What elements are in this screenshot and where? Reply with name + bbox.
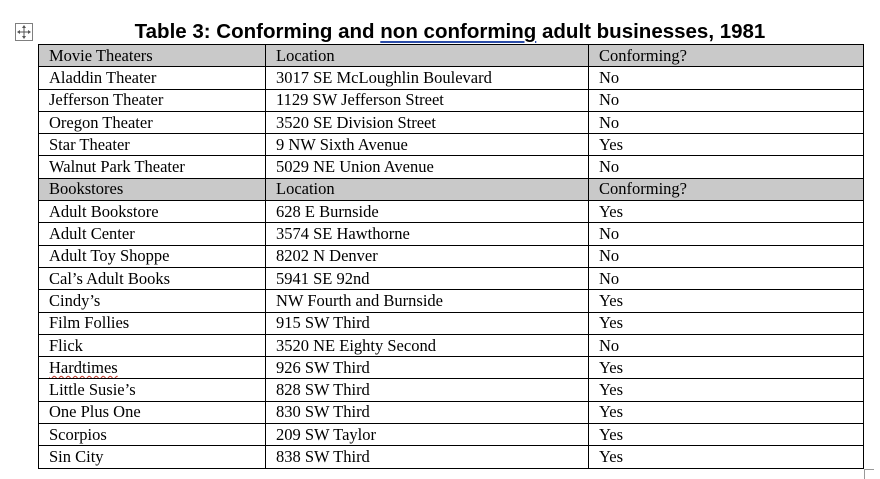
- table-row: [39, 267, 864, 289]
- business-name-cell[interactable]: Adult Toy Shoppe: [39, 245, 266, 267]
- location-cell[interactable]: 3520 NE Eighty Second: [266, 334, 589, 356]
- business-name-cell[interactable]: Adult Center: [39, 223, 266, 245]
- conforming-cell[interactable]: No: [589, 267, 864, 289]
- business-name-cell[interactable]: Star Theater: [39, 134, 266, 156]
- table-row: [39, 156, 864, 178]
- conforming-cell[interactable]: Yes: [589, 201, 864, 223]
- table-body: [39, 45, 864, 469]
- table-row: [39, 245, 864, 267]
- table-row: [39, 290, 864, 312]
- location-cell[interactable]: 5941 SE 92nd: [266, 267, 589, 289]
- section-header-name[interactable]: Movie Theaters: [39, 45, 266, 67]
- table-row: [39, 357, 864, 379]
- businesses-table: [38, 44, 864, 469]
- conforming-cell[interactable]: No: [589, 156, 864, 178]
- conforming-cell[interactable]: Yes: [589, 312, 864, 334]
- location-cell[interactable]: 628 E Burnside: [266, 201, 589, 223]
- location-cell[interactable]: 9 NW Sixth Avenue: [266, 134, 589, 156]
- conforming-cell[interactable]: Yes: [589, 290, 864, 312]
- location-cell[interactable]: 828 SW Third: [266, 379, 589, 401]
- table-row: [39, 424, 864, 446]
- table-row: [39, 379, 864, 401]
- table-row: [39, 89, 864, 111]
- location-cell[interactable]: 1129 SW Jefferson Street: [266, 89, 589, 111]
- section-header-row: [39, 45, 864, 67]
- title-prefix: Table 3: Conforming and: [134, 20, 381, 43]
- business-name-cell[interactable]: Aladdin Theater: [39, 67, 266, 89]
- table-row: [39, 446, 864, 468]
- conforming-cell[interactable]: Yes: [589, 379, 864, 401]
- section-header-location[interactable]: Location: [266, 178, 589, 200]
- business-name-cell[interactable]: Film Follies: [39, 312, 266, 334]
- spellcheck-flagged-text: Hardtimes: [49, 357, 118, 377]
- location-cell[interactable]: 5029 NE Union Avenue: [266, 156, 589, 178]
- business-name-cell[interactable]: Sin City: [39, 446, 266, 468]
- conforming-cell[interactable]: No: [589, 67, 864, 89]
- table-row: [39, 134, 864, 156]
- business-name-cell[interactable]: Little Susie’s: [39, 379, 266, 401]
- business-name-cell[interactable]: [39, 357, 266, 379]
- location-cell[interactable]: 209 SW Taylor: [266, 424, 589, 446]
- location-cell[interactable]: 838 SW Third: [266, 446, 589, 468]
- location-cell[interactable]: NW Fourth and Burnside: [266, 290, 589, 312]
- conforming-cell[interactable]: No: [589, 334, 864, 356]
- business-name-cell[interactable]: Cindy’s: [39, 290, 266, 312]
- table-row: [39, 67, 864, 89]
- conforming-cell[interactable]: Yes: [589, 134, 864, 156]
- location-cell[interactable]: 830 SW Third: [266, 401, 589, 423]
- conforming-cell[interactable]: No: [589, 89, 864, 111]
- conforming-cell[interactable]: Yes: [589, 424, 864, 446]
- business-name-cell[interactable]: One Plus One: [39, 401, 266, 423]
- business-name-cell[interactable]: Scorpios: [39, 424, 266, 446]
- title-underlined: non conforming: [380, 20, 537, 43]
- location-cell[interactable]: 8202 N Denver: [266, 245, 589, 267]
- section-header-location[interactable]: Location: [266, 45, 589, 67]
- location-cell[interactable]: 3520 SE Division Street: [266, 111, 589, 133]
- business-name-cell[interactable]: Walnut Park Theater: [39, 156, 266, 178]
- section-header-conforming[interactable]: Conforming?: [589, 45, 864, 67]
- table-row: [39, 334, 864, 356]
- section-header-name[interactable]: Bookstores: [39, 178, 266, 200]
- business-name-cell[interactable]: Jefferson Theater: [39, 89, 266, 111]
- conforming-cell[interactable]: Yes: [589, 357, 864, 379]
- location-cell[interactable]: 926 SW Third: [266, 357, 589, 379]
- conforming-cell[interactable]: Yes: [589, 446, 864, 468]
- move-arrows-icon: [17, 25, 31, 39]
- table-row: [39, 111, 864, 133]
- business-name-cell[interactable]: Cal’s Adult Books: [39, 267, 266, 289]
- conforming-cell[interactable]: No: [589, 245, 864, 267]
- table-row: [39, 401, 864, 423]
- conforming-cell[interactable]: No: [589, 223, 864, 245]
- table-row: [39, 223, 864, 245]
- table-resize-corner[interactable]: [864, 469, 874, 479]
- conforming-cell[interactable]: Yes: [589, 401, 864, 423]
- table-row: [39, 312, 864, 334]
- business-name-cell[interactable]: Flick: [39, 334, 266, 356]
- location-cell[interactable]: 915 SW Third: [266, 312, 589, 334]
- title-suffix: adult businesses, 1981: [536, 20, 766, 43]
- section-header-row: [39, 178, 864, 200]
- business-name-cell[interactable]: Oregon Theater: [39, 111, 266, 133]
- location-cell[interactable]: 3017 SE McLoughlin Boulevard: [266, 67, 589, 89]
- location-cell[interactable]: 3574 SE Hawthorne: [266, 223, 589, 245]
- table-row: [39, 201, 864, 223]
- section-header-conforming[interactable]: Conforming?: [589, 178, 864, 200]
- table-move-handle[interactable]: [15, 23, 33, 41]
- business-name-cell[interactable]: Adult Bookstore: [39, 201, 266, 223]
- table-title: [38, 19, 862, 45]
- conforming-cell[interactable]: No: [589, 111, 864, 133]
